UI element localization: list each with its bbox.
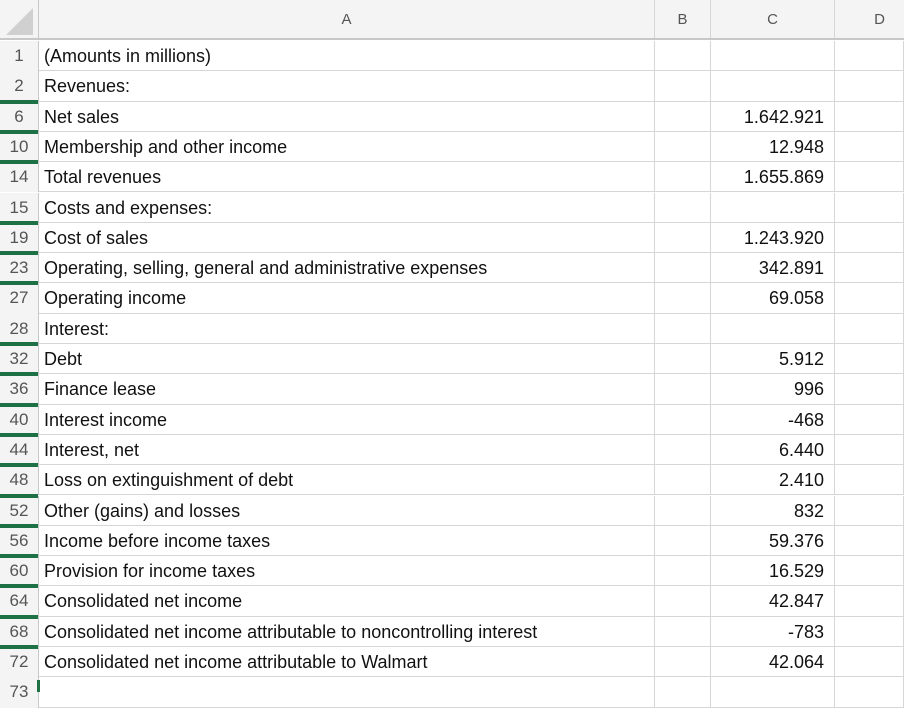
column-header-c[interactable]: C xyxy=(711,0,835,38)
cell-label[interactable]: Costs and expenses: xyxy=(39,193,655,223)
cell-empty[interactable] xyxy=(655,344,711,374)
cell-empty[interactable] xyxy=(835,162,904,192)
hidden-rows-marker xyxy=(37,680,40,692)
cell-value[interactable]: 342.891 xyxy=(711,253,835,283)
cell-label[interactable]: Consolidated net income attributable to noncontrolling interest xyxy=(39,617,655,647)
cell-empty[interactable] xyxy=(835,526,904,556)
row-number[interactable]: 48 xyxy=(0,465,39,495)
table-row xyxy=(0,253,904,283)
cell-empty[interactable] xyxy=(655,253,711,283)
row-number[interactable]: 27 xyxy=(0,283,39,313)
cell-value[interactable] xyxy=(711,71,835,101)
select-all-icon xyxy=(6,8,33,35)
cell-empty[interactable] xyxy=(655,283,711,313)
cell-value[interactable]: -468 xyxy=(711,405,835,435)
row-number[interactable]: 6 xyxy=(0,102,39,132)
cell-empty[interactable] xyxy=(835,677,904,707)
table-row xyxy=(0,193,904,223)
table-row xyxy=(0,314,904,344)
table-row xyxy=(0,465,904,495)
table-row xyxy=(0,102,904,132)
table-row xyxy=(0,617,904,647)
table-row xyxy=(0,41,904,71)
cell-empty[interactable] xyxy=(655,405,711,435)
cell-empty[interactable] xyxy=(655,465,711,495)
cell-value[interactable]: -783 xyxy=(711,617,835,647)
row-number[interactable]: 2 xyxy=(0,71,39,101)
table-row xyxy=(0,677,904,707)
row-number[interactable]: 64 xyxy=(0,586,39,616)
cell-empty[interactable] xyxy=(655,374,711,404)
cell-empty[interactable] xyxy=(835,41,904,71)
row-number[interactable]: 40 xyxy=(0,405,39,435)
cell-empty[interactable] xyxy=(655,41,711,71)
cell-value[interactable]: 996 xyxy=(711,374,835,404)
cell-value[interactable] xyxy=(711,314,835,344)
table-row xyxy=(0,344,904,374)
cell-label[interactable]: Cost of sales xyxy=(39,223,655,253)
cell-value[interactable]: 832 xyxy=(711,496,835,526)
row-number[interactable]: 32 xyxy=(0,344,39,374)
row-number[interactable]: 10 xyxy=(0,132,39,162)
cell-value[interactable]: 12.948 xyxy=(711,132,835,162)
cell-label[interactable]: Net sales xyxy=(39,102,655,132)
row-number[interactable]: 23 xyxy=(0,253,39,283)
cell-empty[interactable] xyxy=(655,314,711,344)
column-header-b[interactable]: B xyxy=(655,0,711,38)
table-row xyxy=(0,223,904,253)
cell-value[interactable]: 42.847 xyxy=(711,586,835,616)
cell-empty[interactable] xyxy=(835,617,904,647)
cell-empty[interactable] xyxy=(655,677,711,707)
row-number[interactable]: 14 xyxy=(0,162,39,192)
table-row xyxy=(0,405,904,435)
cell-label[interactable]: Loss on extinguishment of debt xyxy=(39,465,655,495)
cell-empty[interactable] xyxy=(835,132,904,162)
cell-empty[interactable] xyxy=(835,405,904,435)
cell-label[interactable]: Other (gains) and losses xyxy=(39,496,655,526)
cell-label[interactable]: Consolidated net income xyxy=(39,586,655,616)
cell-empty[interactable] xyxy=(835,344,904,374)
row-number[interactable]: 73 xyxy=(0,677,39,707)
row-number[interactable]: 44 xyxy=(0,435,39,465)
column-header-d[interactable]: D xyxy=(835,0,904,38)
cell-value[interactable]: 16.529 xyxy=(711,556,835,586)
cell-empty[interactable] xyxy=(835,465,904,495)
cell-label[interactable]: Operating income xyxy=(39,283,655,313)
cell-empty[interactable] xyxy=(835,374,904,404)
cell-empty[interactable] xyxy=(655,647,711,677)
cell-value[interactable]: 42.064 xyxy=(711,647,835,677)
cell-value[interactable]: 1.655.869 xyxy=(711,162,835,192)
cell-empty[interactable] xyxy=(835,223,904,253)
cell-value[interactable]: 1.243.920 xyxy=(711,223,835,253)
row-number[interactable]: 15 xyxy=(0,193,39,223)
cell-label[interactable]: (Amounts in millions) xyxy=(39,41,655,71)
table-row xyxy=(0,496,904,526)
cell-value[interactable]: 5.912 xyxy=(711,344,835,374)
row-number[interactable]: 28 xyxy=(0,314,39,344)
row-number[interactable]: 52 xyxy=(0,496,39,526)
cell-empty[interactable] xyxy=(655,223,711,253)
cell-value[interactable]: 59.376 xyxy=(711,526,835,556)
cell-label[interactable]: Debt xyxy=(39,344,655,374)
cell-empty[interactable] xyxy=(835,253,904,283)
cell-empty[interactable] xyxy=(655,617,711,647)
cell-empty[interactable] xyxy=(835,556,904,586)
cell-empty[interactable] xyxy=(835,435,904,465)
row-number[interactable]: 72 xyxy=(0,647,39,677)
cell-label[interactable]: Total revenues xyxy=(39,162,655,192)
cell-value[interactable]: 69.058 xyxy=(711,283,835,313)
table-row xyxy=(0,435,904,465)
cell-empty[interactable] xyxy=(835,314,904,344)
cell-label[interactable]: Interest, net xyxy=(39,435,655,465)
cell-empty[interactable] xyxy=(835,102,904,132)
cell-empty[interactable] xyxy=(655,526,711,556)
table-row xyxy=(0,132,904,162)
select-all-corner[interactable] xyxy=(0,0,39,40)
cell-label[interactable]: Income before income taxes xyxy=(39,526,655,556)
table-row xyxy=(0,556,904,586)
cell-value[interactable] xyxy=(711,193,835,223)
cell-value[interactable]: 1.642.921 xyxy=(711,102,835,132)
cell-label[interactable] xyxy=(39,677,655,707)
table-row xyxy=(0,647,904,677)
cell-empty[interactable] xyxy=(655,435,711,465)
row-number[interactable]: 68 xyxy=(0,617,39,647)
cell-empty[interactable] xyxy=(835,647,904,677)
table-row xyxy=(0,586,904,616)
column-header-bar xyxy=(0,0,904,40)
cell-value[interactable] xyxy=(711,677,835,707)
cell-value[interactable] xyxy=(711,41,835,71)
cell-empty[interactable] xyxy=(835,283,904,313)
row-number[interactable]: 60 xyxy=(0,556,39,586)
cell-empty[interactable] xyxy=(655,496,711,526)
cell-empty[interactable] xyxy=(655,132,711,162)
cell-value[interactable]: 2.410 xyxy=(711,465,835,495)
cell-label[interactable]: Membership and other income xyxy=(39,132,655,162)
cell-empty[interactable] xyxy=(835,193,904,223)
cell-label[interactable]: Provision for income taxes xyxy=(39,556,655,586)
row-number[interactable]: 19 xyxy=(0,223,39,253)
cell-empty[interactable] xyxy=(655,556,711,586)
row-number[interactable]: 36 xyxy=(0,374,39,404)
cell-label[interactable]: Interest: xyxy=(39,314,655,344)
cell-empty[interactable] xyxy=(655,586,711,616)
cell-empty[interactable] xyxy=(835,71,904,101)
cell-label[interactable]: Revenues: xyxy=(39,71,655,101)
row-number[interactable]: 1 xyxy=(0,41,39,71)
table-row xyxy=(0,374,904,404)
cell-empty[interactable] xyxy=(655,71,711,101)
table-row xyxy=(0,526,904,556)
cell-empty[interactable] xyxy=(655,102,711,132)
table-row xyxy=(0,71,904,101)
cell-empty[interactable] xyxy=(655,162,711,192)
cell-empty[interactable] xyxy=(835,496,904,526)
column-header-a[interactable]: A xyxy=(39,0,655,38)
cell-empty[interactable] xyxy=(835,586,904,616)
cell-value[interactable]: 6.440 xyxy=(711,435,835,465)
cell-label[interactable]: Interest income xyxy=(39,405,655,435)
table-row xyxy=(0,162,904,192)
cell-label[interactable]: Finance lease xyxy=(39,374,655,404)
cell-label[interactable]: Operating, selling, general and administrative expenses xyxy=(39,253,655,283)
cell-empty[interactable] xyxy=(655,193,711,223)
cell-label[interactable]: Consolidated net income attributable to Walmart xyxy=(39,647,655,677)
table-row xyxy=(0,283,904,313)
row-number[interactable]: 56 xyxy=(0,526,39,556)
